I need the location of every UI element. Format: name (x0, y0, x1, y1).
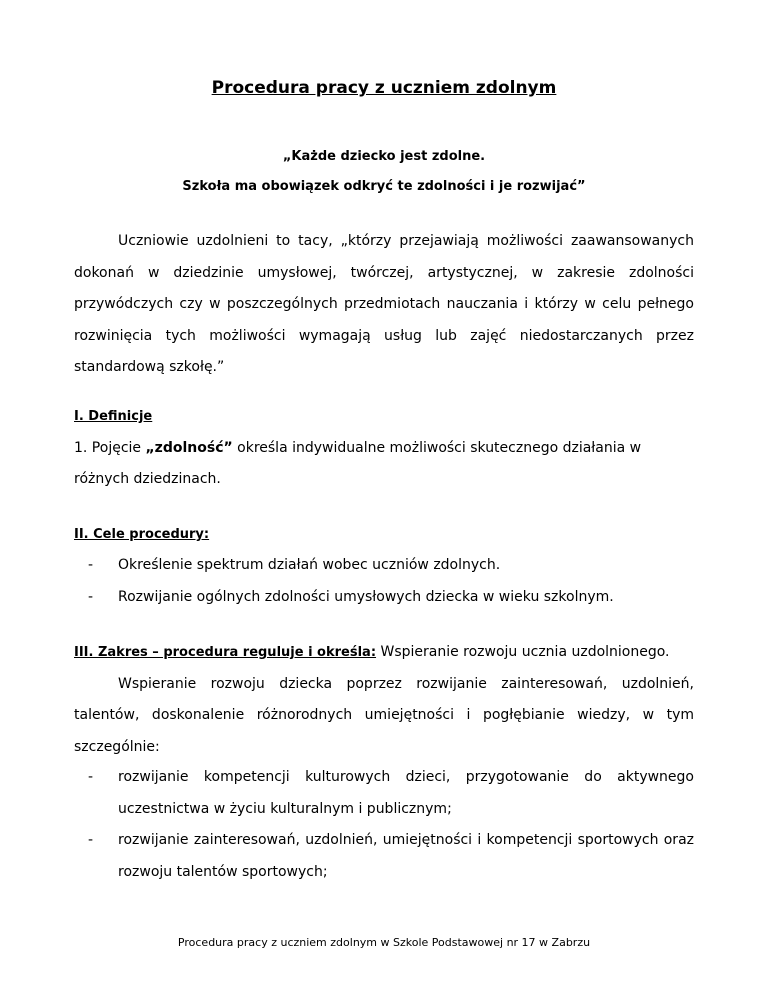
section-3-list (74, 762, 694, 888)
list-item-text: Rozwijanie ogólnych zdolności umysłowych dziecka w wieku szkolnym. (118, 588, 614, 605)
section-2-list (74, 550, 694, 613)
section-2-heading: II. Cele procedury: (74, 527, 210, 542)
section-3-heading: III. Zakres – procedura reguluje i określa: (74, 645, 377, 660)
bullet-dash: - (88, 769, 94, 785)
section-3-paragraph: Wspieranie rozwoju dziecka poprzez rozwijanie zainteresowań, uzdolnień, talentów, doskonalenie różnorodnych umiejętności i pogłębianie wiedzy, w tym szczególnie: (74, 675, 694, 755)
section-1-item (74, 433, 694, 496)
section-1-item-rest: określa indywidualne możliwości skutecznego działania w różnych dziedzinach. (74, 439, 642, 487)
list-item-text: rozwijanie zainteresowań, uzdolnień, umiejętności i kompetencji sportowych oraz rozwoju talentów sportowych; (118, 832, 694, 880)
section-2-heading-block (74, 519, 694, 551)
section-1-term: „zdolność” (145, 439, 233, 456)
bullet-dash: - (88, 588, 94, 605)
motto-line-2: Szkoła ma obowiązek odkryć te zdolności i je rozwijać” (182, 179, 586, 194)
list-item-text: rozwijanie kompetencji kulturowych dzieci, przygotowanie do aktywnego uczestnictwa w życiu kulturalnym i publicznym; (118, 769, 694, 817)
list-item (74, 762, 694, 825)
list-item (74, 582, 694, 614)
section-3-heading-rest: Wspieranie rozwoju ucznia uzdolnionego. (376, 644, 670, 660)
list-item-text: Określenie spektrum działań wobec uczniów zdolnych. (118, 557, 501, 573)
page-footer: Procedura pracy z uczniem zdolnym w Szkole Podstawowej nr 17 w Zabrzu (177, 936, 591, 949)
intro-paragraph: Uczniowie uzdolnieni to tacy, „którzy przejawiają możliwości zaawansowanych dokonań w dziedzinie umysłowej, twórczej, artystycznej, w zakresie zdolności przywódczych czy w poszczególnych przedmiotach nauczania i którzy w celu pełnego rozwinięcia tych możliwości wymagają usług lub zajęć niedostarczanych przez standardową szkołę.” (74, 233, 694, 375)
list-item (74, 825, 694, 888)
section-1-item-prefix: 1. Pojęcie (74, 439, 146, 456)
list-item (74, 550, 694, 582)
motto-line-1: „Każde dziecko jest zdolne. (282, 149, 486, 164)
section-1-heading: I. Definicje (74, 409, 153, 424)
section-3 (74, 637, 694, 763)
bullet-dash: - (88, 557, 94, 573)
bullet-dash: - (88, 832, 94, 848)
page-title: Procedura pracy z uczniem zdolnym (211, 78, 557, 98)
section-1 (74, 401, 694, 496)
